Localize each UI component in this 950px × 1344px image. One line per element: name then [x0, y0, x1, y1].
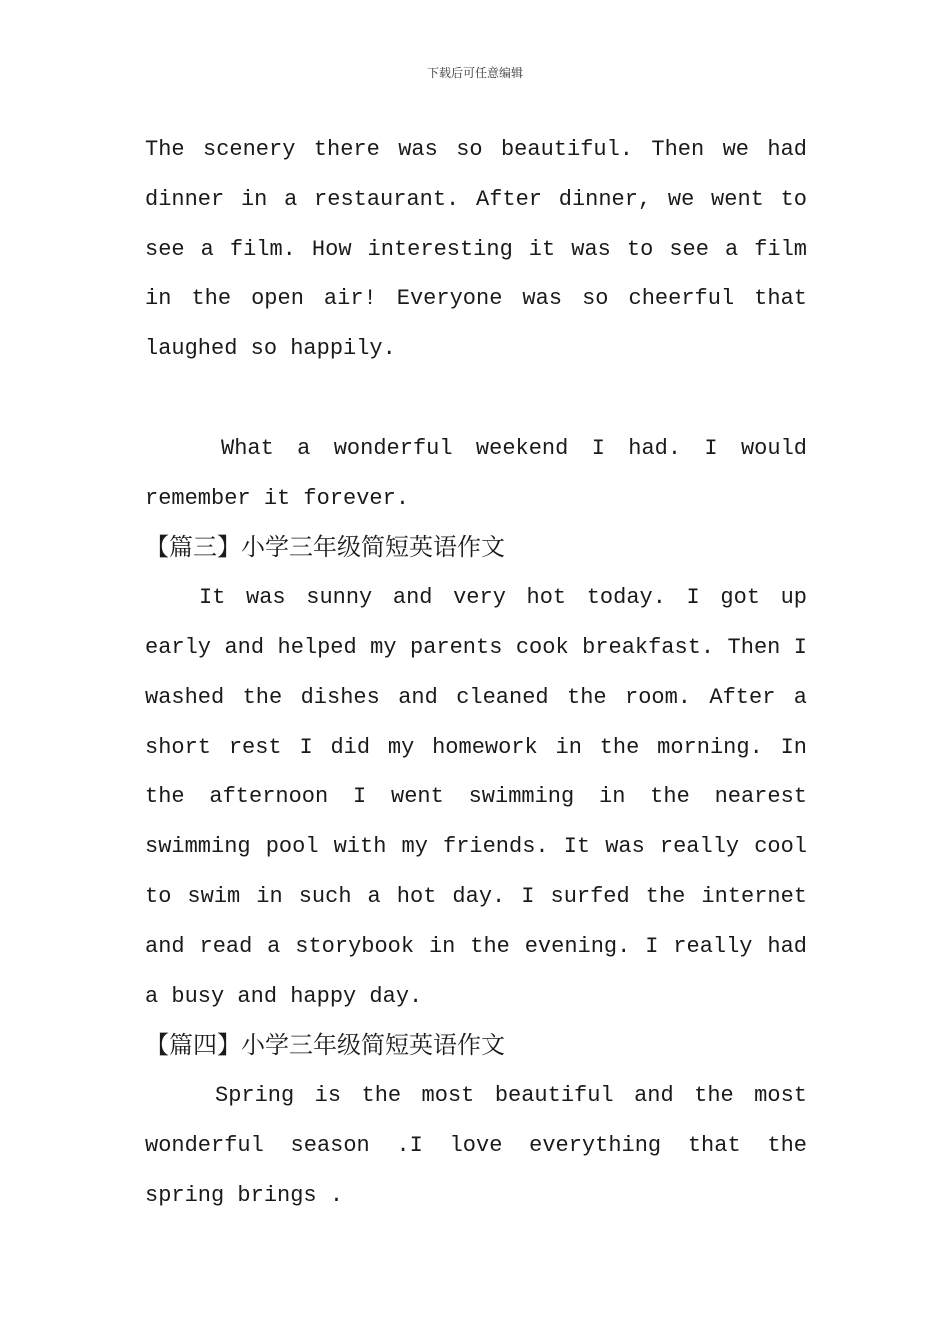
- paragraph-sunny-day: It was sunny and very hot today. I got up early and helped my parents cook breakfast. Then I washed the dishes and cleaned the room. After a short rest I did my homework in the morning. In the afternoon I went swimming in the nearest swimming pool with my friends. It was really cool to swim in such a hot day. I surfed the internet and read a storybook in the evening. I really had a busy and happy day.: [145, 585, 807, 1009]
- paragraph-scenery: The scenery there was so beautiful. Then we had dinner in a restaurant. After dinner, we went to see a film. How interesting it was to see a film in the open air! Everyone was so cheerful that laughed so happily.: [145, 137, 807, 362]
- paragraph-spring: Spring is the most beautiful and the most wonderful season .I love everything that the spring brings .: [145, 1083, 807, 1208]
- page-header: 下载后可任意编辑: [426, 66, 523, 80]
- paragraph-weekend: What a wonderful weekend I had. I would remember it forever.: [145, 435, 807, 511]
- paragraph-gap: [145, 374, 807, 424]
- section-heading-4: 【篇四】小学三年级简短英语作文: [145, 1031, 505, 1060]
- section-heading-3: 【篇三】小学三年级简短英语作文: [145, 533, 505, 562]
- document-body: [145, 125, 807, 1221]
